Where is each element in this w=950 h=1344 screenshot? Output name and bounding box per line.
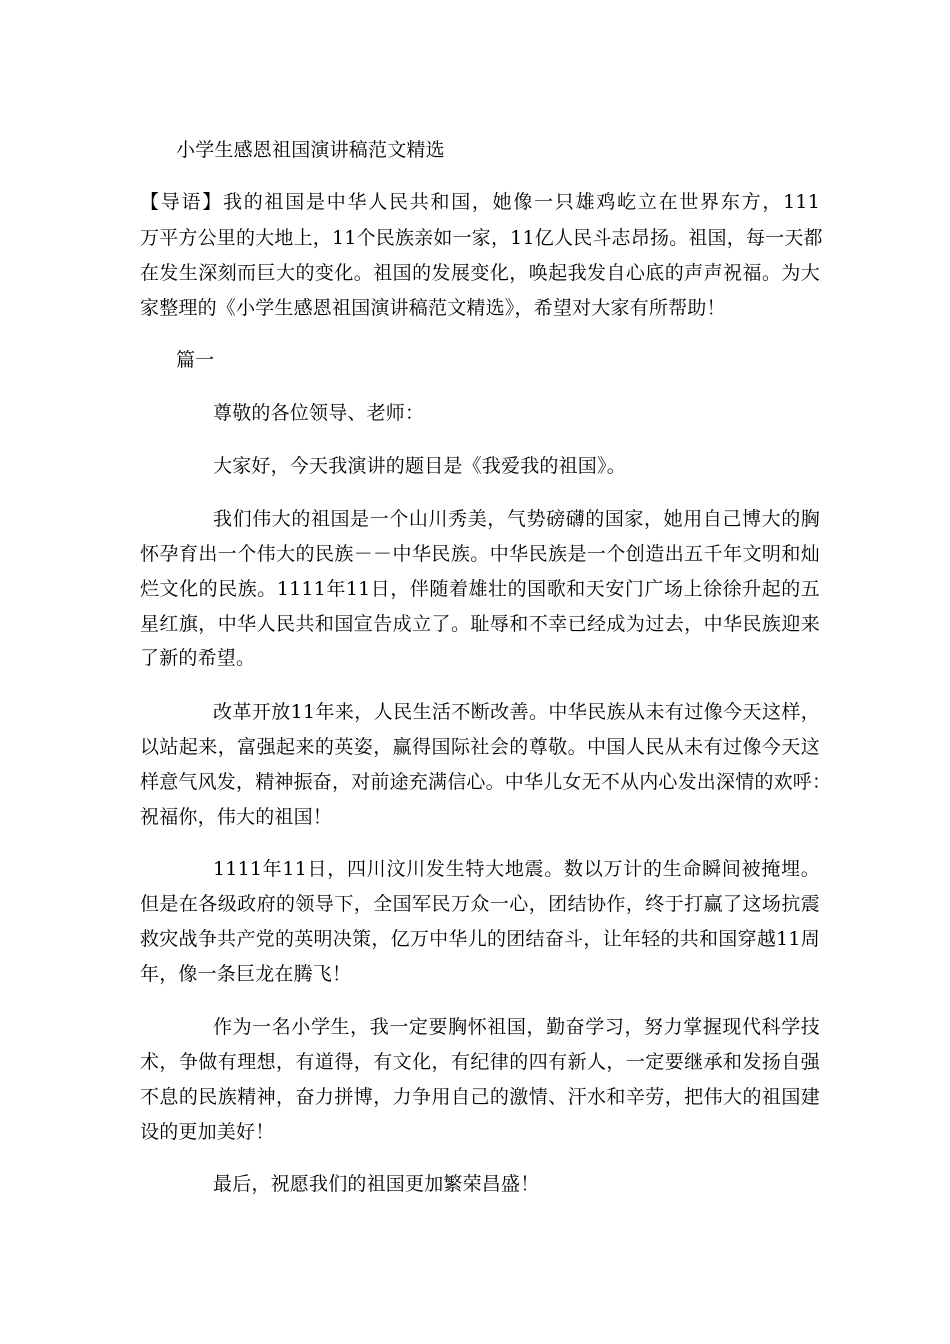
paragraph-2-line-1: 改革开放11年来，人民生活不断改善。中华民族从未有过像今天这样， — [213, 701, 820, 723]
paragraph-3-line-1: 1111年11日，四川汶川发生特大地震。数以万计的生命瞬间被掩埋。 — [213, 858, 820, 880]
intro-line-1: 【导语】我的祖国是中华人民共和国，她像一只雄鸡屹立在世界东方，111 — [140, 191, 820, 213]
paragraph-4-line-1: 作为一名小学生，我一定要胸怀祖国，勤奋学习，努力掌握现代科学技 — [213, 1016, 820, 1038]
intro-line-3: 在发生深刻而巨大的变化。祖国的发展变化，唤起我发自心底的声声祝福。为大 — [140, 262, 820, 284]
intro-line-4: 家整理的《小学生感恩祖国演讲稿范文精选》，希望对大家有所帮助！ — [140, 297, 726, 319]
paragraph-4-line-3: 不息的民族精神，奋力拼博，力争用自己的激情、汗水和辛劳，把伟大的祖国建 — [140, 1086, 820, 1108]
document-title: 小学生感恩祖国演讲稿范文精选 — [176, 139, 445, 161]
paragraph-3-line-4: 年，像一条巨龙在腾飞！ — [140, 963, 352, 985]
greeting: 大家好，今天我演讲的题目是《我爱我的祖国》。 — [213, 455, 626, 477]
paragraph-3-line-3: 救灾战争共产党的英明决策，亿万中华儿的团结奋斗，让年轻的共和国穿越11周 — [140, 928, 820, 950]
paragraph-2-line-2: 以站起来，富强起来的英姿，赢得国际社会的尊敬。中国人民从未有过像今天这 — [140, 736, 820, 758]
paragraph-2-line-3: 样意气风发，精神振奋，对前途充满信心。中华儿女无不从内心发出深情的欢呼： — [140, 771, 832, 793]
closing-line: 最后，祝愿我们的祖国更加繁荣昌盛！ — [213, 1173, 540, 1195]
paragraph-1-line-3: 烂文化的民族。1111年11日，伴随着雄壮的国歌和天安门广场上徐徐升起的五 — [140, 578, 820, 600]
paragraph-1-line-4: 星红旗，中华人民共和国宣告成立了。耻辱和不幸已经成为过去，中华民族迎来 — [140, 613, 820, 635]
paragraph-4-line-4: 设的更加美好！ — [140, 1121, 275, 1143]
section-heading: 篇一 — [176, 349, 215, 371]
salutation: 尊敬的各位领导、老师： — [213, 402, 425, 424]
paragraph-4-line-2: 术，争做有理想，有道得，有文化，有纪律的四有新人，一定要继承和发扬自强 — [140, 1051, 820, 1073]
paragraph-1-line-5: 了新的希望。 — [140, 647, 256, 669]
intro-line-2: 万平方公里的大地上，11个民族亲如一家，11亿人民斗志昂扬。祖国，每一天都 — [140, 227, 823, 249]
paragraph-2-line-4: 祝福你，伟大的祖国！ — [140, 806, 333, 828]
paragraph-1-line-1: 我们伟大的祖国是一个山川秀美，气势磅礴的国家，她用自己博大的胸 — [213, 508, 820, 530]
paragraph-3-line-2: 但是在各级政府的领导下，全国军民万众一心，团结协作，终于打赢了这场抗震 — [140, 893, 820, 915]
paragraph-1-line-2: 怀孕育出一个伟大的民族－－中华民族。中华民族是一个创造出五千年文明和灿 — [140, 543, 820, 565]
